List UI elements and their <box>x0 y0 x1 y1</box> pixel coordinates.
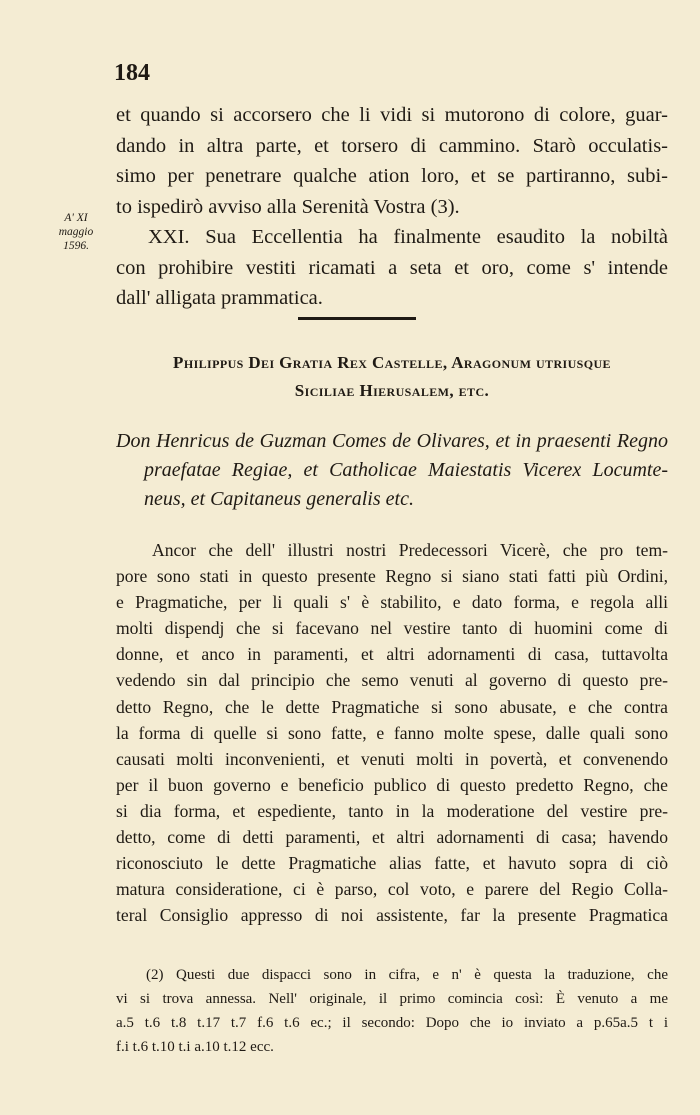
dispatch-text <box>116 100 668 314</box>
body-line: causati molti inconvenienti, et venuti molti in povertà, et convenendo <box>116 748 668 769</box>
body-line: vedendo sin dal principio che semo venuti al governo di questo pre- <box>116 670 668 691</box>
pragmatica-body <box>116 537 668 928</box>
viceroy-title <box>116 427 668 514</box>
text-line: et quando si accorsero che li vidi si mutorono di colore, guar- <box>116 104 668 126</box>
footnote-line: vi si trova annessa. Nell' originale, il primo comincia così: È venuto a me <box>116 991 668 1007</box>
italic-line: neus, et Capitaneus generalis etc. <box>144 488 414 510</box>
heading-line: Siciliae Hierusalem, etc. <box>294 381 490 400</box>
margin-note-line: 1596. <box>63 240 89 252</box>
heading-line: Philippus Dei Gratia Rex Castelle, Aragonum utriusque <box>173 353 611 372</box>
body-line: per il buon governo e beneficio publico di questo predetto Regno, che <box>116 774 668 795</box>
section-divider <box>298 317 416 320</box>
footnote <box>116 963 668 1059</box>
body-line: riconosciuto le dette Pragmatiche alias fatte, et havuto sopra di ciò <box>116 853 668 874</box>
body-line: detto, come di detti paramenti, et altri adornamenti di casa; havendo <box>116 827 668 848</box>
italic-line: Don Henricus de Guzman Comes de Olivares, et in praesenti Regno <box>116 430 668 452</box>
text-line: XXI. Sua Eccellentia ha finalmente esaudito la nobiltà <box>148 226 668 248</box>
body-line: Ancor che dell' illustri nostri Predecessori Vicerè, che pro tem- <box>152 540 668 560</box>
text-line: to ispedirò avviso alla Serenità Vostra (3). <box>116 195 460 218</box>
text-line: dando in altra parte, et torsero di cammino. Starò occulatis- <box>116 134 668 157</box>
page-number: 184 <box>114 60 150 86</box>
footnote-line: (2) Questi due dispacci sono in cifra, e n' è questa la traduzione, che <box>146 967 668 983</box>
italic-line: praefatae Regiae, et Catholicae Maiestatis Vicerex Locumte- <box>144 459 668 481</box>
text-line: con prohibire vestiti ricamati a seta et oro, come s' intende <box>116 256 668 279</box>
body-line: e Pragmatiche, per li quali s' è stabilito, e dato forma, e regola alli <box>116 592 668 613</box>
footnote-line: f.i t.6 t.10 t.i a.10 t.12 ecc. <box>116 1039 274 1055</box>
body-line: donne, et anco in paramenti, et altri adornamenti di casa, tuttavolta <box>116 644 668 665</box>
body-line: la forma di quelle si sono fatte, e fanno molte spese, dalle quali sono <box>116 722 668 743</box>
body-line: molti dispendj che si facevano nel vestire tanto di huomini come di <box>116 618 668 639</box>
body-line: teral Consiglio appresso di noi assistente, far la presente Pragmatica <box>116 905 668 926</box>
body-line: si dia forma, et espediente, tanto in la moderatione del vestire pre- <box>116 800 668 821</box>
body-line: detto Regno, che le dette Pragmatiche si sono abusate, e che contra <box>116 696 668 717</box>
margin-note-line: maggio <box>58 226 94 238</box>
text-line: dall' alligata prammatica. <box>116 287 323 309</box>
footnote-line: a.5 t.6 t.8 t.17 t.7 f.6 t.6 ec.; il secondo: Dopo che io inviato a p.65a.5 t i <box>116 1015 668 1031</box>
margin-date-note <box>46 211 106 253</box>
decree-heading <box>116 349 668 405</box>
margin-note-line: A' XI <box>64 212 88 224</box>
body-line: pore sono stati in questo presente Regno si siano stati fatti più Ordini, <box>116 566 668 587</box>
text-line: simo per penetrare qualche ation loro, et se partiranno, subi- <box>116 165 668 187</box>
body-line: matura consideratione, ci è parso, col voto, e parere del Regio Colla- <box>116 879 668 900</box>
